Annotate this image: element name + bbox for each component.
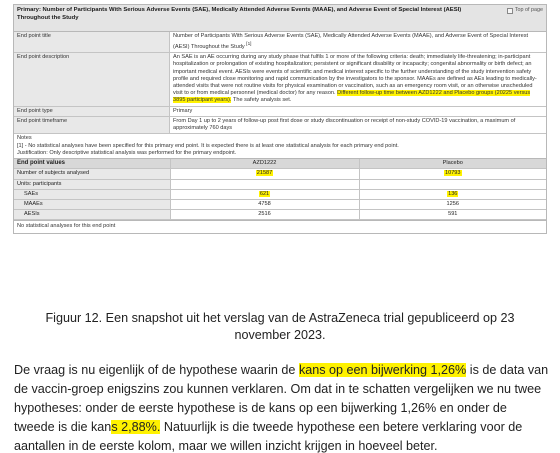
notes-line-2: Justification: Only descriptive statistical analysis was performed for the primary endpoint. (17, 149, 237, 156)
end-point-timeframe-value: From Day 1 up to 2 years of follow-up post first dose or study discontinuation or receipt of non-study COVID-19 vaccination, a maximum of approximately 760 days (170, 117, 546, 133)
highlight-probability-1: kans op een bijwerking 1,26% (298, 363, 467, 377)
end-point-title-label: End point title (14, 32, 170, 52)
row-placebo-value: 591 (359, 210, 546, 220)
top-of-page-link[interactable] (483, 7, 543, 29)
values-header-row (14, 159, 546, 169)
body-paragraph: De vraag is nu eigenlijk of de hypothese waarin de kans op een bijwerking 1,26% is de data van de vaccin-groep enigszins zou kunnen verklaren. Om dat in te schatten vergelijken we nu twee hypotheses: onder de eerste hypothese is de kans op een bijwerking 1,26% en onder de tweede is die kans 2,88%. Natuurlijk is die tweede hypothese een betere verklaring voor de aantallen in de eerste kolom, maar we willen inzicht krijgen in hoeveel beter. (14, 363, 549, 453)
row-label: MAAEs (14, 200, 170, 210)
table-row (14, 200, 546, 210)
table-row (14, 210, 546, 220)
caption-line-1: Figuur 12. Een snapshot uit het verslag van de AstraZeneca trial gepubliceerd op 23 (45, 311, 515, 325)
row-azd1222-value: 621 (259, 190, 270, 197)
row-placebo-value: 1256 (359, 200, 546, 210)
column-placebo: Placebo (359, 159, 546, 169)
end-point-title-value: Number of Participants With Serious Adverse Events (SAE), Medically Attended Adverse Events (MAAE), and Adverse Event of Special Interest (AESI) Throughout the Study [1] (170, 32, 546, 52)
subjects-placebo: 10793 (444, 170, 461, 177)
row-end-point-description (14, 53, 546, 106)
end-point-values-table (14, 159, 546, 221)
values-header-label: End point values (14, 159, 170, 169)
caption-line-2: november 2023. (234, 328, 326, 342)
no-statistical-analyses-note: No statistical analyses for this end point (14, 220, 546, 232)
notes-section (14, 134, 546, 159)
row-label: SAEs (14, 189, 170, 199)
row-label: AESIs (14, 210, 170, 220)
page-top-icon (507, 8, 513, 14)
end-point-description-value: An SAE is an AE occurring during any study phase that fulfils 1 or more of the following criteria: death; immediately life-threatening; in-participant hospitalization or prolongation of existing hospitalization; persistent or significant disability or incapacity; congenital abnormality or birth defect; an important medical event. AESIs were events of scientific and medical interest specific to the further understanding of the study intervention safety profile and required close monitoring and rapid communication by the investigators to the sponsor. MAAEs are defined as AEs leading to medically-attended visits that were not routine visits for physical examination or vaccination, such as an emergency room visit, or an otherwise unscheduled visit to or from medical personnel (medical doctor) for any reason. Different follow-up time between AZD1222 and Placebo groups (20225 versus 3895 participant years). The safety analysis set. (170, 53, 546, 105)
subjects-azd1222: 21587 (256, 170, 273, 177)
row-azd1222-value: 4758 (170, 200, 359, 210)
units-row (14, 179, 546, 189)
notes-title: Notes (17, 135, 32, 142)
units-label: Units: participants (14, 179, 170, 189)
row-end-point-title (14, 32, 546, 53)
figure-caption (0, 310, 560, 344)
description-highlight: Different follow-up time between AZD1222 and Placebo groups (20225 versus 3895 participant years). (173, 90, 531, 104)
end-point-description-label: End point description (14, 53, 170, 105)
report-header (14, 5, 546, 32)
end-point-type-label: End point type (14, 107, 170, 116)
column-azd1222: AZD1222 (170, 159, 359, 169)
subjects-label: Number of subjects analysed (14, 169, 170, 179)
notes-line-1: [1] - No statistical analyses have been specified for this primary end point. It is expected there is at least one statistical analysis for each primary end point. (17, 142, 399, 149)
top-of-page-label: Top of page (514, 7, 543, 13)
row-end-point-timeframe (14, 117, 546, 134)
row-azd1222-value: 2516 (170, 210, 359, 220)
report-header-title: Primary: Number of Participants With Serious Adverse Events (SAE), Medically Attended Adverse Events (MAAE), and Adverse Event of Special Interest (AESI) Throughout the Study (17, 7, 462, 21)
subjects-row (14, 169, 546, 179)
highlight-probability-2: s 2,88%. (111, 420, 161, 434)
endpoint-report-table (13, 4, 547, 234)
row-end-point-type (14, 107, 546, 117)
end-point-type-value: Primary (170, 107, 546, 116)
end-point-timeframe-label: End point timeframe (14, 117, 170, 133)
table-row (14, 189, 546, 199)
footnote-ref: [1] (246, 41, 252, 47)
row-placebo-value: 136 (448, 190, 458, 197)
